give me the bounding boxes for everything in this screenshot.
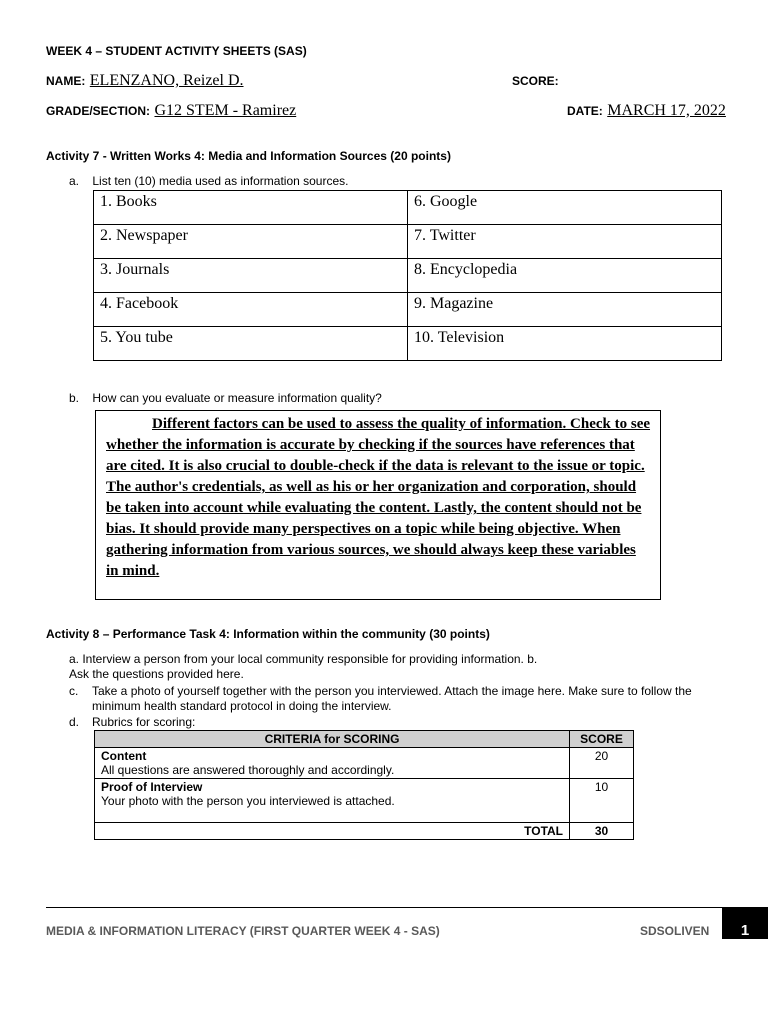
activity7-title: Activity 7 - Written Works 4: Media and Information Sources (20 points): [46, 149, 451, 163]
criteria-cell: [95, 748, 570, 779]
item-b-text: How can you evaluate or measure information quality?: [92, 391, 382, 405]
name-value: ELENZANO, Reizel D.: [89, 72, 244, 89]
answer-box: [95, 410, 661, 600]
criteria-header: CRITERIA for SCORING: [95, 731, 570, 748]
criteria-score: 20: [570, 748, 634, 779]
criteria-desc: All questions are answered thoroughly and accordingly.: [101, 763, 395, 777]
footer-author: SDSOLIVEN: [640, 924, 710, 938]
table-row: [94, 293, 722, 327]
grade-row: [46, 102, 296, 120]
footer-divider: [46, 907, 722, 908]
answer-text: Different factors can be used to assess the quality of information. Check to see whether the information is accurate by checking if the sources have references that are cited. It is also crucial to double-check if the data is relevant to the issue or topic. The author's credentials, as well as his or her organization and corporation, should be taken into account while evaluating the content. Lastly, the content should not be bias. It should provide many perspectives on a topic while being objective. When gathering information from various sources, we should always keep these variables in mind.: [106, 416, 651, 579]
table-row: [95, 779, 634, 823]
table-row: [94, 191, 722, 225]
criteria-desc: Your photo with the person you interviewed is attached.: [101, 794, 395, 808]
date-value: MARCH 17, 2022: [607, 102, 726, 119]
activity8-item-d-text: Rubrics for scoring:: [92, 715, 196, 729]
score-label: SCORE:: [512, 74, 559, 88]
media-cell: 10. Television: [408, 327, 722, 361]
rubric-header-row: [95, 731, 634, 748]
media-cell: 7. Twitter: [408, 225, 722, 259]
item-b-marker: b.: [69, 391, 80, 405]
date-row: [567, 102, 726, 120]
table-row: [94, 259, 722, 293]
table-row: [95, 748, 634, 779]
sheet-title: WEEK 4 – STUDENT ACTIVITY SHEETS (SAS): [46, 44, 307, 58]
page-number: [722, 907, 768, 939]
criteria-cell: [95, 779, 570, 823]
total-value: 30: [570, 823, 634, 840]
activity8-item-a-line2: Ask the questions provided here.: [69, 667, 244, 681]
media-cell: 6. Google: [408, 191, 722, 225]
activity8-item-c-line2: minimum health standard protocol in doing the interview.: [92, 699, 392, 713]
media-cell: 8. Encyclopedia: [408, 259, 722, 293]
media-cell: 1. Books: [94, 191, 408, 225]
score-header: SCORE: [570, 731, 634, 748]
item-a-marker: a.: [69, 174, 80, 188]
total-row: [95, 823, 634, 840]
table-row: [94, 225, 722, 259]
grade-label: GRADE/SECTION:: [46, 104, 151, 118]
total-label: TOTAL: [95, 823, 570, 840]
name-row: [46, 72, 244, 90]
footer-course: MEDIA & INFORMATION LITERACY (FIRST QUARTER WEEK 4 - SAS): [46, 924, 440, 938]
rubric-table: [94, 730, 634, 840]
media-cell: 2. Newspaper: [94, 225, 408, 259]
activity8-title: Activity 8 – Performance Task 4: Information within the community (30 points): [46, 627, 490, 641]
activity8-item-d-marker: d.: [69, 715, 80, 729]
media-cell: 4. Facebook: [94, 293, 408, 327]
media-cell: 9. Magazine: [408, 293, 722, 327]
item-a-text: List ten (10) media used as information sources.: [92, 174, 349, 188]
media-cell: 5. You tube: [94, 327, 408, 361]
media-cell: 3. Journals: [94, 259, 408, 293]
activity7-item-b: [69, 391, 382, 405]
activity8-item-a-line1: a. Interview a person from your local community responsible for providing information. b.: [69, 652, 538, 666]
activity8-item-c-line1: Take a photo of yourself together with the person you interviewed. Attach the image here. Make sure to follow the: [92, 684, 692, 698]
activity8-item-c-marker: c.: [69, 684, 79, 698]
media-sources-table: [93, 190, 722, 361]
activity7-item-a: [69, 174, 348, 188]
criteria-score: 10: [570, 779, 634, 823]
grade-value: G12 STEM - Ramirez: [154, 102, 297, 119]
name-label: NAME:: [46, 74, 86, 88]
page-number-text: 1: [740, 921, 750, 939]
table-row: [94, 327, 722, 361]
criteria-name: Content: [101, 749, 147, 763]
date-label: DATE:: [567, 104, 603, 118]
criteria-name: Proof of Interview: [101, 780, 203, 794]
